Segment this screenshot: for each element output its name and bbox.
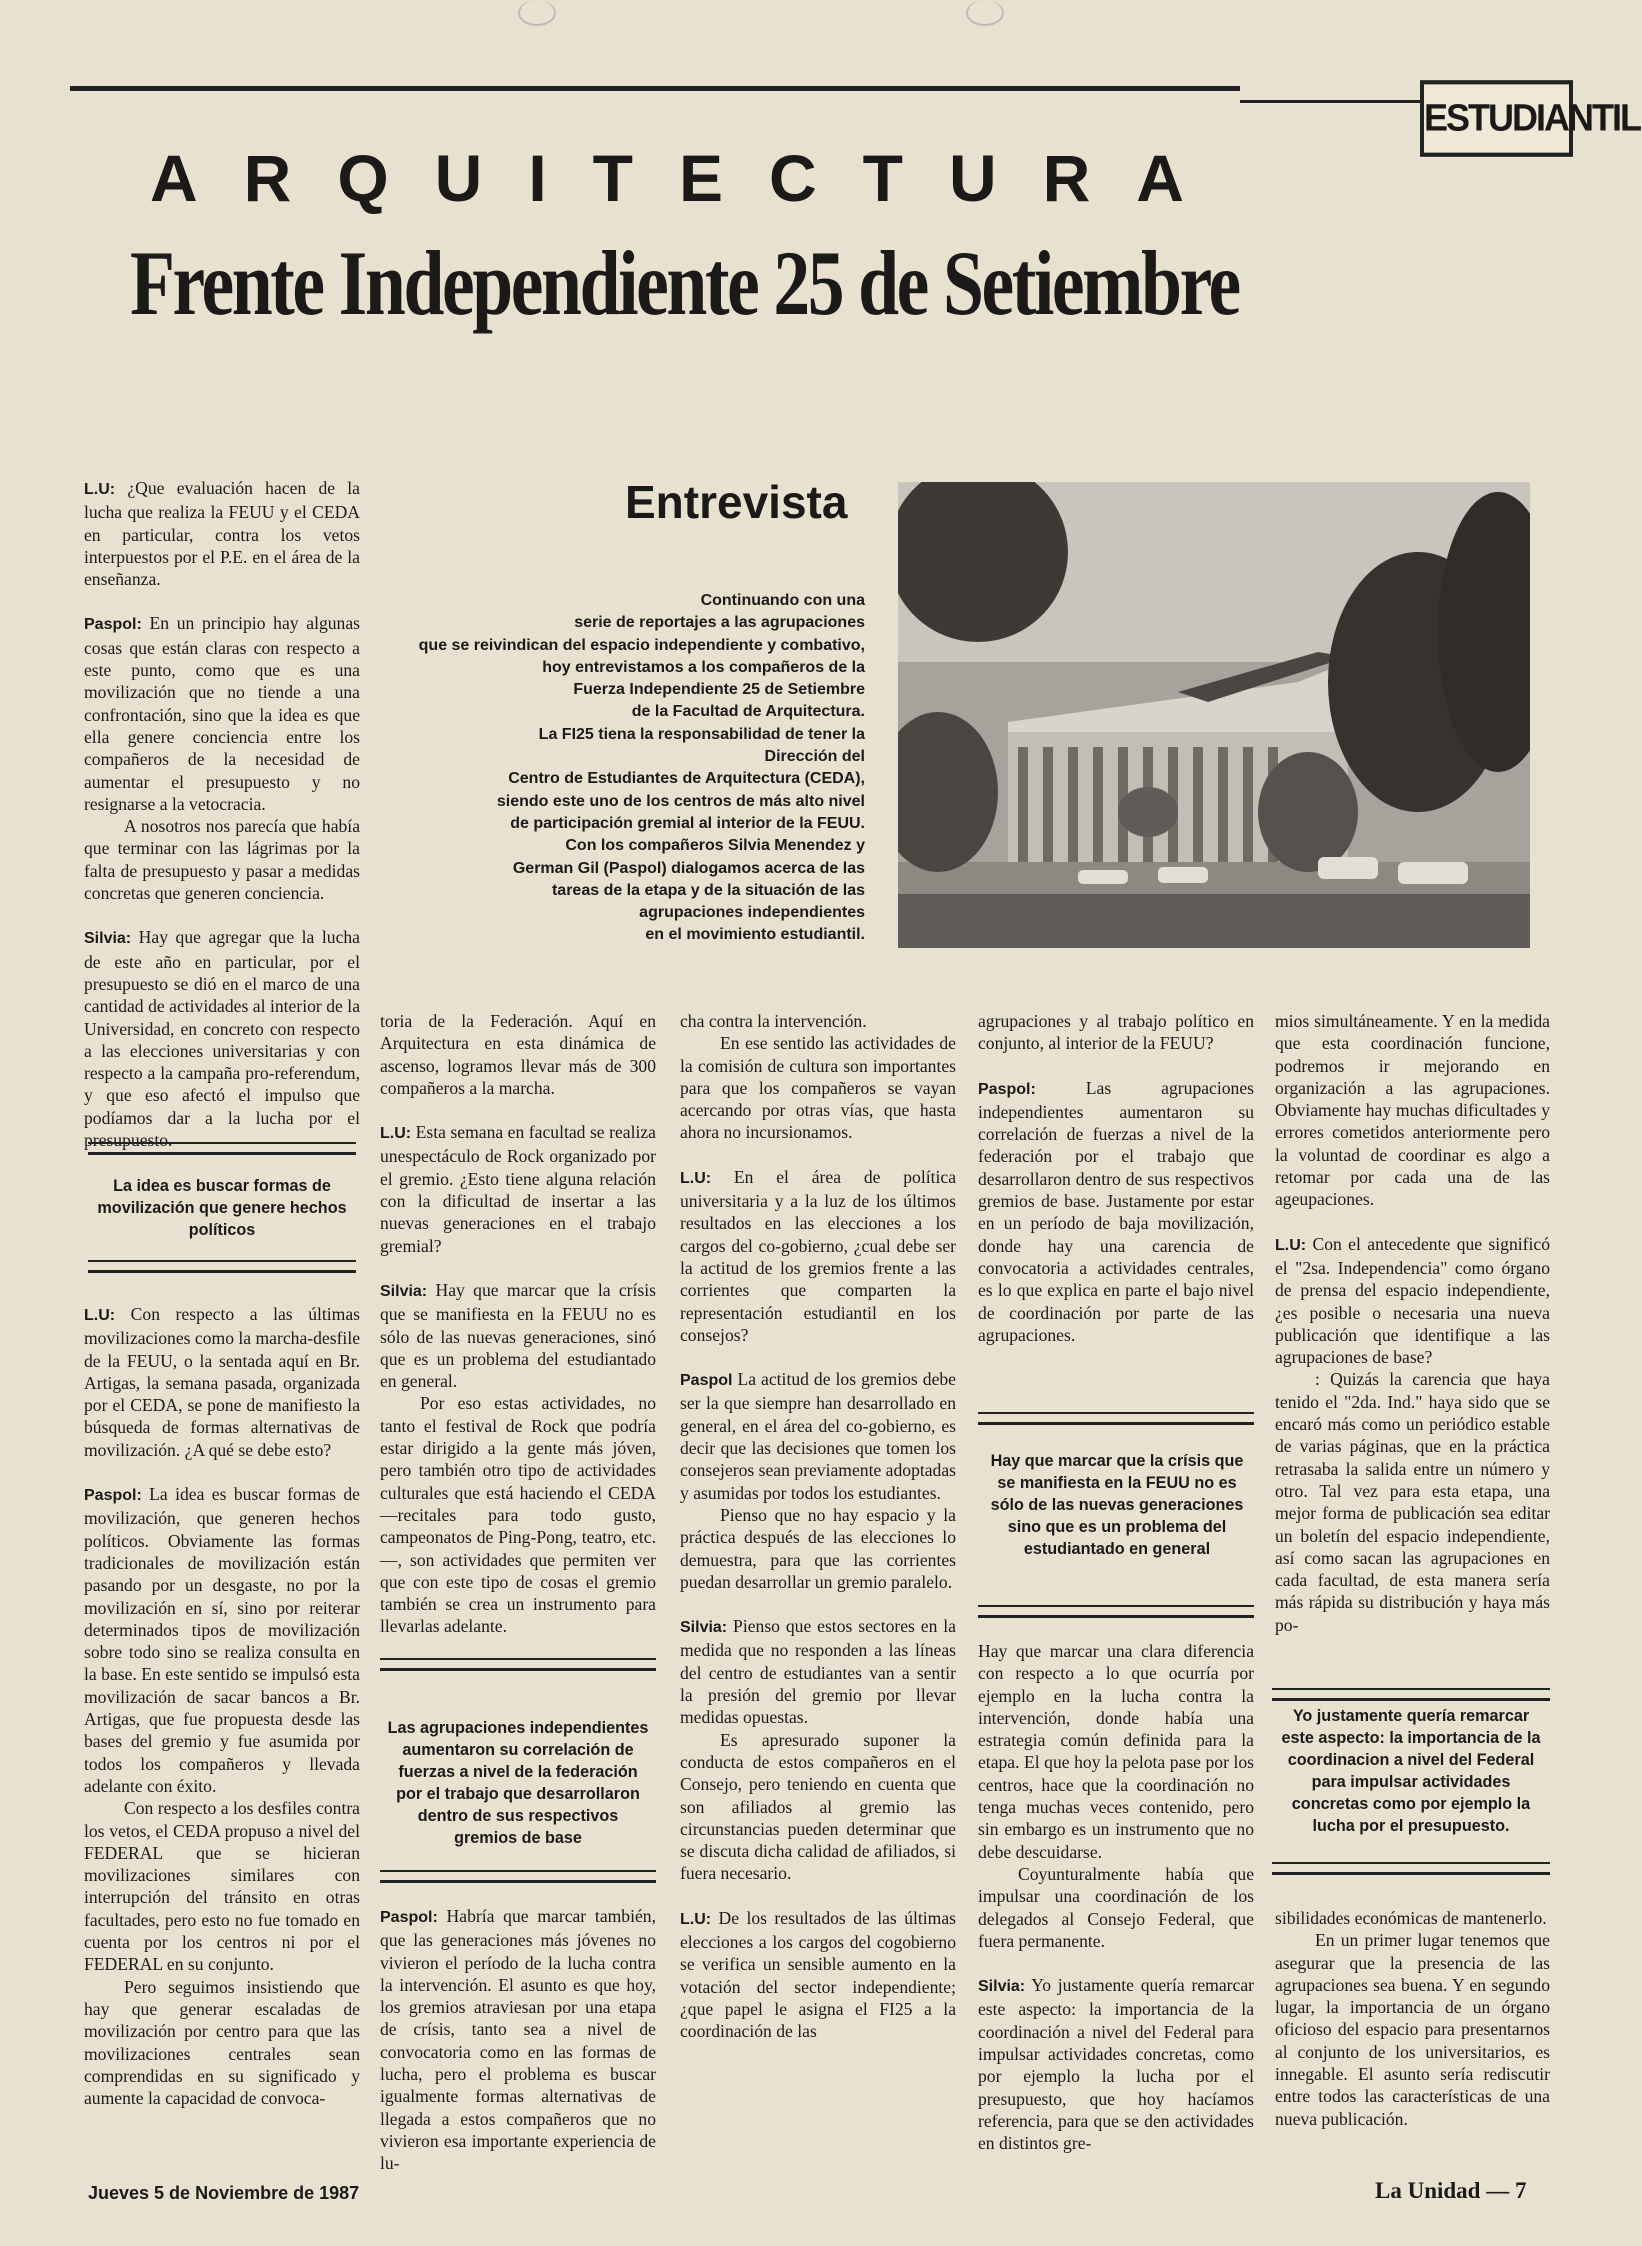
intro-line: serie de reportajes a las agrupaciones xyxy=(574,614,865,632)
speaker-label: Paspol: xyxy=(84,616,142,634)
paragraph xyxy=(978,1863,1254,1952)
paragraph-text: sibilidades económicas de mantenerlo. xyxy=(1275,1908,1547,1928)
paragraph xyxy=(978,1974,1254,2154)
speaker-label: Silvia: xyxy=(380,1282,428,1300)
paragraph-text: mios simultáneamente. Y en la medida que esta coordinación funcione, podremos ir mejorando en organización a las agrupaciones. Obviamente hay muchas dificultades y errores cometidos anteriormente pero la voluntad de coordinar es algo a retomar por cada una de las ageupaciones. xyxy=(1275,1011,1550,1210)
paragraph-gap xyxy=(380,1257,656,1279)
footer-date: Jueves 5 de Noviembre de 1987 xyxy=(88,2183,360,2203)
header-rule xyxy=(70,86,1240,91)
pull-quote-4: Hay que marcar que la crísis que se manifiesta en la FEUU no es sólo de las nuevas generaciones sino que es un problema del estudiantado en general xyxy=(990,1452,1244,1558)
paragraph-text: En el área de política universitaria y a la luz de los últimos resultados en las elecciones a los cargos del co-gobierno, ¿cual debe ser la actitud de los gremios frente a las corrientes que comparten la representación estudiantil en los consejos? xyxy=(680,1166,956,1345)
paragraph-text: agrupaciones y al trabajo político en conjunto, al interior de la FEUU? xyxy=(978,1011,1254,1054)
paragraph-text: Las agrupaciones independientes aumentaron su correlación de fuerzas a nivel de la federación por el trabajo que desarrollaron dentro de sus respectivos gremios de base. Justamente por estar en un período de baja movilización, donde hay una carencia de convocatoria a actividades centrales, es lo que explica en parte el bajo nivel de coordinación por parte de las agrupaciones. xyxy=(978,1077,1254,1345)
paragraph-gap xyxy=(84,590,360,612)
paragraph xyxy=(680,1368,956,1504)
paragraph xyxy=(380,1905,656,2175)
speaker-label: L.U: xyxy=(680,1169,712,1187)
paragraph-text: En un primer lugar tenemos que asegurar que la presencia de las agrupaciones sea buena. Y en segundo lugar, la importancia de un órgano oficioso del espacio para presentarnos al conjunto de los universitarios, es innegable. El asunto sería rediscutir entre todos las características de una nueva publicación. xyxy=(1275,1930,1550,2129)
paragraph-text: Con el antecedente que significó el "2sa. Independencia" como órgano de prensa del espacio independiente, ¿es posible o necesaria una nueva publicación que identifique a las agrupaciones de base? xyxy=(1275,1233,1550,1368)
paragraph-text: A nosotros nos parecía que había que terminar con las lágrimas por la falta de presupuesto y pasar a medidas concretas que generen conciencia. xyxy=(84,816,360,904)
building-photo-image xyxy=(898,482,1530,948)
paragraph xyxy=(978,1077,1254,1347)
paragraph-text: La idea es buscar formas de movilización, que generen hechos políticos. Obviamente las formas tradicionales de movilización están pasando por un desgaste, no por la movilización en sí, sino por reiterar determinados tipos de movilización sobre todo sino se realiza consulta en la base. En este sentido se impulsó esta movilización de sacar bancos a Br. Artigas, que fue propuesta desde las bases del gremio y fue asumida por todos los compañeros y llevada adelante con éxito. xyxy=(84,1484,360,1796)
paragraph xyxy=(84,926,360,1151)
paragraph-text: Es apresurado suponer la conducta de estos compañeros en el Consejo, pero teniendo en cuenta que son afiliados al gremio las circunstancias pueden determinar que se discuta dicha calidad de afiliados, si fuera necesario. xyxy=(680,1729,956,1884)
paragraph xyxy=(84,815,360,904)
paragraph xyxy=(680,1907,956,2043)
paragraph xyxy=(84,1303,360,1461)
paragraph-gap xyxy=(680,1346,956,1368)
intro-line: Centro de Estudiantes de Arquitectura (CEDA), xyxy=(508,770,865,788)
pull-rule xyxy=(1272,1862,1550,1875)
paragraph-text: Hay que marcar que la crísis que se manifiesta en la FEUU no es sólo de las nuevas generaciones, sinó que es un problema del estudiantado en general. xyxy=(380,1279,656,1392)
paragraph xyxy=(84,1976,360,2110)
intro-line: Con los compañeros Silvia Menendez y xyxy=(565,837,865,855)
column-2-bottom xyxy=(380,1905,656,2175)
paragraph-text: En ese sentido las actividades de la comisión de cultura son importantes para que los compañeros se vayan acercando por otras vías, que hasta ahora no incursionamos. xyxy=(680,1033,956,1143)
entrevista-intro xyxy=(395,590,865,947)
paragraph-text: Por eso estas actividades, no tanto el festival de Rock que podría estar dirigido a la gente más jóven, pero también otro tipo de actividades culturales que está haciendo el CEDA —recitales para todo gusto, campeonatos de Ping-Pong, teatro, etc.—, son actividades que permiten ver que con este tipo de cosas el gremio también se crea un instrumento para llevarlas adelante. xyxy=(380,1393,656,1637)
paragraph-text: Hay que marcar una clara diferencia con respecto a lo que ocurría por ejemplo en la lucha contra la intervención, donde había una estrategia común definida para la etapa. El que hoy la pelota pase por los centros, hace que la coordinación no tenga muchas veces contenido, pero sin embargo es un instrumento que no debe descuidarse. xyxy=(978,1641,1254,1862)
paragraph xyxy=(84,1797,360,1975)
paragraph xyxy=(380,1392,656,1637)
paragraph-gap xyxy=(84,1461,360,1483)
paragraph xyxy=(680,1504,956,1593)
paragraph xyxy=(1275,1010,1550,1211)
kicker: ARQUITECTURA xyxy=(150,141,1230,215)
paragraph-gap xyxy=(978,1952,1254,1974)
speaker-label: Silvia: xyxy=(978,1978,1026,1996)
punch-hole-right xyxy=(966,0,1004,26)
intro-line: Dirección del xyxy=(764,748,865,766)
paragraph xyxy=(1275,1368,1550,1636)
paragraph-text: Hay que agregar que la lucha de este año en particular, por el presupuesto se dió en el marco de una cantidad de actividades al interior de la Universidad, en concreto con respecto a las elecciones universitarias y con respecto a la campaña pro-referendum, y que eso afectó el impulso que podíamos dar a la lucha por el presupuesto. xyxy=(84,927,360,1151)
headline: Frente Independiente 25 de Setiembre xyxy=(130,232,1239,334)
intro-line: Continuando con una xyxy=(700,592,865,609)
speaker-label: Silvia: xyxy=(680,1619,728,1637)
paragraph xyxy=(680,1729,956,1885)
paragraph xyxy=(1275,1929,1550,2130)
speaker-label: L.U: xyxy=(84,481,116,498)
intro-line: Fuerza Independiente 25 de Setiembre xyxy=(573,681,865,699)
column-5-bottom xyxy=(1275,1907,1550,2130)
column-1-bottom xyxy=(84,1303,360,2109)
intro-line: agrupaciones independientes xyxy=(639,904,865,922)
intro-line: de participación gremial al interior de la FEUU. xyxy=(510,814,865,832)
paragraph-text: : Quizás la carencia que haya tenido el "2da. Ind." haya sido que se encaró más como un periódico estable de varias páginas, que en la práctica retrasaba la salida entre un número y otro. Tal vez para esta etapa, una mejor forma de publicación sea editar un boletín del espacio independiente, así como sacan las agrupaciones en cada facultad, de esta manera sería más rápida su distribución y haya más po- xyxy=(1275,1369,1550,1635)
paragraph xyxy=(84,612,360,815)
column-2-top xyxy=(380,1010,656,1638)
pull-rule xyxy=(88,1260,356,1273)
speaker-label: L.U: xyxy=(380,1125,412,1143)
speaker-label: Paspol: xyxy=(84,1487,142,1505)
intro-line: que se reivindican del espacio independiente y combativo, xyxy=(418,636,865,654)
section-tag: ESTUDIANTIL xyxy=(1420,80,1573,157)
paragraph-text: La actitud de los gremios debe ser la que siempre han desarrollado en general, en el área del co-gobierno, es decir que las decisiones que tomen los consejeros sean previamente adoptadas y asumidas por todos los estudiantes. xyxy=(680,1369,957,1503)
paragraph-text: Yo justamente quería remarcar este aspecto: la importancia de la coordinación a nivel del Federal para impulsar actividades concretas, como por ejemplo la lucha por el presupuesto, que hoy hacíamos referencia, para que se den actividades en distintos gre- xyxy=(978,1975,1254,2154)
paragraph-text: Esta semana en facultad se realiza unespectáculo de Rock organizado por el gremio. ¿Esto tiene alguna relación con la dificultad de insertar a las nuevas generaciones en el trabajo gremial? xyxy=(380,1122,656,1256)
pull-rule xyxy=(380,1870,656,1883)
paragraph-text: Con respecto a los desfiles contra los vetos, el CEDA propuso a nivel del FEDERAL que se hicieran movilizaciones similares con interrupción del tránsito en otras facultades, pero esto no fue tomado en cuenta por los centros ni por el FEDERAL en su conjunto. xyxy=(84,1798,360,1975)
paragraph-text: Pienso que estos sectores en la medida que no responden a las líneas del centro de estudiantes van a sentir la presión del gremio por llevar medidas opuestas. xyxy=(680,1616,956,1728)
paragraph xyxy=(680,1032,956,1143)
column-4-bottom xyxy=(978,1640,1254,2155)
speaker-label: Paspol: xyxy=(978,1080,1036,1098)
paragraph xyxy=(380,1010,656,1099)
building-photo xyxy=(898,482,1530,948)
speaker-label: Paspol: xyxy=(380,1909,438,1926)
paragraph-gap xyxy=(680,1593,956,1615)
paragraph-gap xyxy=(978,1055,1254,1077)
pull-rule xyxy=(88,1142,356,1155)
speaker-label: L.U: xyxy=(1275,1236,1307,1254)
pull-rule xyxy=(380,1658,656,1671)
intro-line: La FI25 tiena la responsabilidad de tener la xyxy=(538,725,865,743)
speaker-label: Silvia: xyxy=(84,930,132,948)
paragraph xyxy=(978,1640,1254,1863)
intro-line: hoy entrevistamos a los compañeros de la xyxy=(542,658,865,676)
paragraph-text: De los resultados de las últimas elecciones a los cargos del cogobierno se verifica un sensible aumento en la votación del sector independiente; ¿que papel le asigna el FI25 a la coordinación de las xyxy=(680,1907,956,2042)
paragraph xyxy=(978,1010,1254,1055)
entrevista-title: Entrevista xyxy=(625,476,848,528)
pull-quote-5: Yo justamente quería remarcar este aspecto: la importancia de la coordinacion a nivel del Federal para impulsar actividades concretas como por ejemplo la lucha por el presupuesto. xyxy=(1281,1707,1541,1835)
pull-rule xyxy=(978,1605,1254,1618)
intro-line: German Gil (Paspol) dialogamos acerca de las xyxy=(512,859,865,877)
paragraph xyxy=(1275,1233,1550,1369)
column-4-top xyxy=(978,1010,1254,1346)
paragraph xyxy=(84,477,360,590)
pull-rule xyxy=(1272,1688,1550,1701)
pull-quote-1: La idea es buscar formas de movilización que genere hechos políticos xyxy=(97,1177,347,1239)
paragraph-gap xyxy=(1275,1211,1550,1233)
paragraph-text: Coyunturalmente había que impulsar una coordinación de los delegados al Consejo Federal, que fuera permanente. xyxy=(978,1863,1254,1951)
paragraph-text: Habría que marcar también, que las generaciones más jóvenes no vivieron el período de la lucha contra la intervención. El asunto es que hoy, los gremios atraviesan por una etapa de crísis, tanto sea a nivel de convocatoria como en las formas de lucha, pero el problema es buscar igualmente formas alternativas de llegada a estos compañeros que no vivieron esa importante experiencia de lu- xyxy=(380,1906,656,2174)
paragraph xyxy=(380,1121,656,1257)
paragraph xyxy=(680,1010,956,1032)
paragraph-text: toria de la Federación. Aquí en Arquitectura en esta dinámica de ascenso, logramos llevar más de 300 compañeros a la marcha. xyxy=(380,1011,656,1098)
speaker-label: L.U: xyxy=(680,1910,712,1928)
paragraph-text: Pienso que no hay espacio y la práctica después de las elecciones lo demuestra, para que las corrientes puedan desarrollar un gremio paralelo. xyxy=(680,1504,956,1592)
paragraph-gap xyxy=(84,904,360,926)
pull-rule xyxy=(978,1412,1254,1425)
pull-quote-2: Las agrupaciones independientes aumentaron su correlación de fuerzas a nivel de la federación por el trabajo que desarrollaron dentro de sus respectivos gremios de base xyxy=(387,1719,649,1847)
paragraph xyxy=(680,1615,956,1728)
intro-line: siendo este uno de los centros de más alto nivel xyxy=(496,792,865,810)
paragraph-text: En un principio hay algunas cosas que están claras con respecto a este punto, como que es una movilización que no tiende a una confrontación, sino que la idea es que ella genere conciencia entre los compañeros de la necesidad de aumentar el presupuesto y no resignarse a la vetocracia. xyxy=(84,613,360,814)
paragraph xyxy=(680,1166,956,1346)
paragraph-text: ¿Que evaluación hacen de la lucha que realiza la FEUU y el CEDA en particular, contra los vetos interpuestos por el P.E. en el área de la enseñanza. xyxy=(84,478,360,590)
paragraph-text: Con respecto a las últimas movilizaciones como la marcha-desfile de la FEUU, o la sentada aquí en Br. Artigas, la semana pasada, organizada por el CEDA, se pone de manifiesto la búsqueda de formas alternativas de movilización. ¿A qué se debe esto? xyxy=(84,1304,361,1460)
paragraph xyxy=(1275,1907,1550,1929)
intro-line: en el movimiento estudiantil. xyxy=(645,926,865,944)
punch-hole-left xyxy=(518,0,556,26)
paragraph-gap xyxy=(680,1144,956,1166)
column-5-top xyxy=(1275,1010,1550,1636)
paragraph xyxy=(380,1279,656,1392)
intro-line: tareas de la etapa y de la situación de las xyxy=(551,881,865,899)
paragraph xyxy=(84,1483,360,1797)
paragraph-text: Pero seguimos insistiendo que hay que generar escaladas de movilización por centro para que las movilizaciones centrales sean comprendidas en su significado y aumente la capacidad de convoca- xyxy=(84,1976,360,2109)
column-3 xyxy=(680,1010,956,2042)
speaker-label: L.U: xyxy=(84,1307,116,1324)
intro-line: de la Facultad de Arquitectura. xyxy=(631,703,865,721)
paragraph-gap xyxy=(680,1885,956,1907)
column-1-top xyxy=(84,477,360,1151)
paragraph-text: cha contra la intervención. xyxy=(680,1011,867,1031)
footer-page: La Unidad — 7 xyxy=(1375,2178,1527,2203)
paragraph-gap xyxy=(380,1099,656,1121)
speaker-label: Paspol xyxy=(680,1372,733,1390)
